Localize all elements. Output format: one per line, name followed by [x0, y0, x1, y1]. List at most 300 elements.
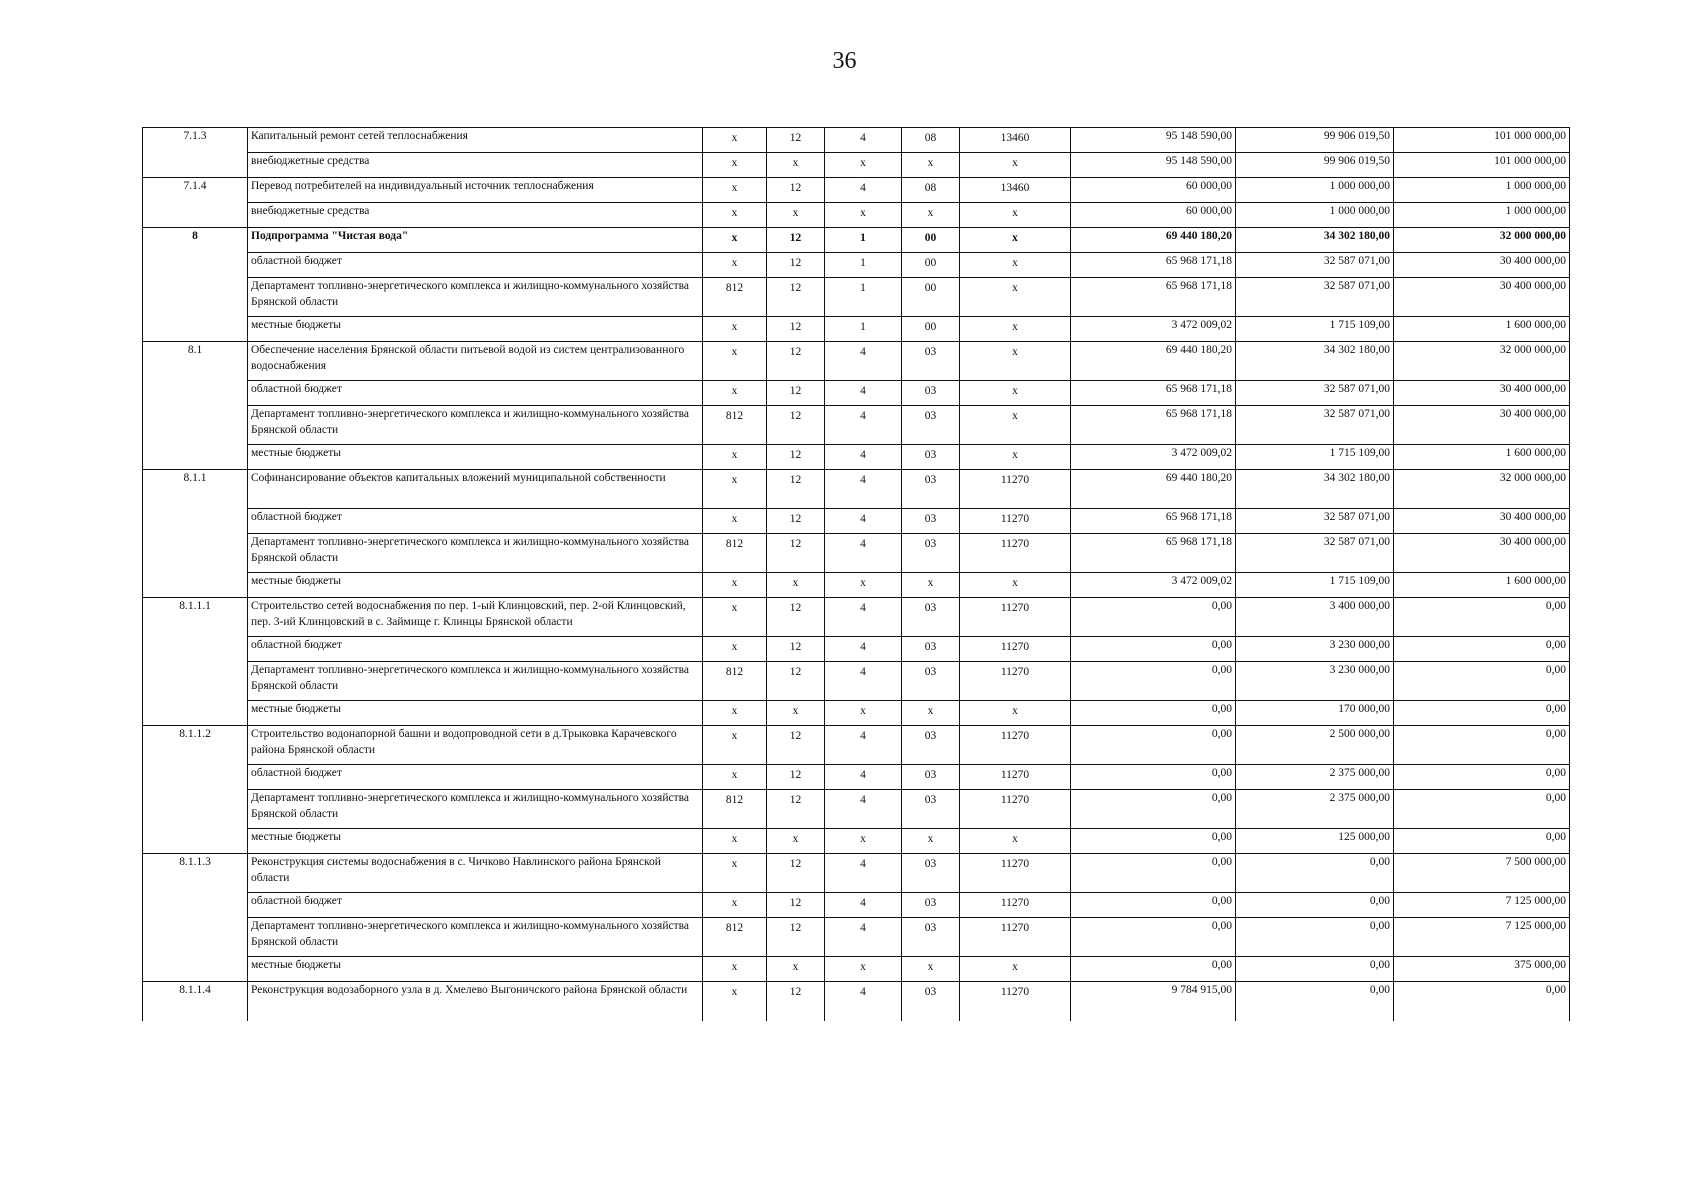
code-cell-2: 12 [767, 893, 825, 918]
code-cell-5: х [960, 573, 1071, 598]
code-cell-2: 12 [767, 598, 825, 637]
code-cell-4: 08 [902, 178, 960, 203]
amount-2021: 0,00 [1394, 637, 1570, 662]
item-name: областной бюджет [248, 765, 703, 790]
code-cell-4: х [902, 829, 960, 854]
amount-2021: 7 125 000,00 [1394, 918, 1570, 957]
item-name: областной бюджет [248, 637, 703, 662]
table-row [143, 203, 1570, 228]
item-name: местные бюджеты [248, 957, 703, 982]
item-name: местные бюджеты [248, 701, 703, 726]
code-cell-4: 03 [902, 662, 960, 701]
code-cell-4: х [902, 153, 960, 178]
item-name: Капитальный ремонт сетей теплоснабжения [248, 128, 703, 153]
amount-2019: 0,00 [1071, 726, 1236, 765]
code-cell-2: 12 [767, 470, 825, 509]
code-cell-4: 03 [902, 598, 960, 637]
item-name: областной бюджет [248, 253, 703, 278]
code-cell-4: 03 [902, 982, 960, 1021]
code-cell-2: 12 [767, 509, 825, 534]
item-name: Реконструкция системы водоснабжения в с. Чичково Навлинского района Брянской области [248, 854, 703, 893]
code-cell-5: х [960, 278, 1071, 317]
code-cell-4: 03 [902, 918, 960, 957]
code-cell-3: 4 [825, 470, 902, 509]
amount-2021: 0,00 [1394, 982, 1570, 1021]
amount-2021: 30 400 000,00 [1394, 509, 1570, 534]
code-cell-2: 12 [767, 317, 825, 342]
table-row [143, 278, 1570, 317]
code-cell-4: 00 [902, 253, 960, 278]
table-row [143, 726, 1570, 765]
code-cell-1: х [703, 445, 767, 470]
row-number: 8.1 [143, 342, 248, 470]
code-cell-2: 12 [767, 406, 825, 445]
code-cell-5: 11270 [960, 790, 1071, 829]
amount-2021: 101 000 000,00 [1394, 128, 1570, 153]
code-cell-2: х [767, 203, 825, 228]
item-name: Департамент топливно-энергетического комплекса и жилищно-коммунального хозяйства Брянской области [248, 918, 703, 957]
code-cell-5: 11270 [960, 662, 1071, 701]
row-number: 8 [143, 228, 248, 342]
code-cell-2: 12 [767, 637, 825, 662]
amount-2019: 65 968 171,18 [1071, 509, 1236, 534]
code-cell-3: 4 [825, 598, 902, 637]
amount-2019: 69 440 180,20 [1071, 228, 1236, 253]
amount-2019: 3 472 009,02 [1071, 573, 1236, 598]
amount-2020: 3 230 000,00 [1236, 637, 1394, 662]
amount-2020: 32 587 071,00 [1236, 253, 1394, 278]
item-name: областной бюджет [248, 893, 703, 918]
code-cell-1: х [703, 317, 767, 342]
amount-2021: 30 400 000,00 [1394, 253, 1570, 278]
code-cell-4: 03 [902, 342, 960, 381]
code-cell-5: 11270 [960, 534, 1071, 573]
amount-2019: 69 440 180,20 [1071, 342, 1236, 381]
table-row [143, 829, 1570, 854]
item-name: областной бюджет [248, 381, 703, 406]
amount-2020: 34 302 180,00 [1236, 470, 1394, 509]
code-cell-3: 4 [825, 406, 902, 445]
code-cell-1: 812 [703, 534, 767, 573]
amount-2020: 32 587 071,00 [1236, 406, 1394, 445]
page-number: 36 [832, 48, 857, 74]
code-cell-5: х [960, 957, 1071, 982]
amount-2021: 7 500 000,00 [1394, 854, 1570, 893]
code-cell-3: 4 [825, 637, 902, 662]
amount-2021: 30 400 000,00 [1394, 381, 1570, 406]
amount-2021: 0,00 [1394, 598, 1570, 637]
amount-2020: 34 302 180,00 [1236, 228, 1394, 253]
code-cell-5: 11270 [960, 470, 1071, 509]
code-cell-1: х [703, 982, 767, 1021]
code-cell-5: 13460 [960, 128, 1071, 153]
amount-2021: 0,00 [1394, 662, 1570, 701]
table-row [143, 153, 1570, 178]
table-row [143, 598, 1570, 637]
amount-2021: 30 400 000,00 [1394, 406, 1570, 445]
item-name: Департамент топливно-энергетического комплекса и жилищно-коммунального хозяйства Брянской области [248, 406, 703, 445]
amount-2019: 95 148 590,00 [1071, 128, 1236, 153]
code-cell-5: 11270 [960, 637, 1071, 662]
table-row [143, 573, 1570, 598]
amount-2020: 32 587 071,00 [1236, 534, 1394, 573]
code-cell-1: х [703, 203, 767, 228]
amount-2021: 1 600 000,00 [1394, 317, 1570, 342]
code-cell-4: 03 [902, 534, 960, 573]
amount-2019: 3 472 009,02 [1071, 445, 1236, 470]
table-row [143, 470, 1570, 509]
code-cell-5: х [960, 406, 1071, 445]
code-cell-2: 12 [767, 790, 825, 829]
code-cell-1: 812 [703, 790, 767, 829]
amount-2020: 1 715 109,00 [1236, 573, 1394, 598]
code-cell-1: х [703, 470, 767, 509]
code-cell-4: 00 [902, 228, 960, 253]
amount-2021: 32 000 000,00 [1394, 342, 1570, 381]
amount-2021: 0,00 [1394, 790, 1570, 829]
code-cell-3: 4 [825, 790, 902, 829]
amount-2019: 0,00 [1071, 701, 1236, 726]
table-row [143, 253, 1570, 278]
code-cell-1: х [703, 765, 767, 790]
amount-2021: 1 600 000,00 [1394, 445, 1570, 470]
code-cell-5: х [960, 317, 1071, 342]
amount-2021: 1 000 000,00 [1394, 203, 1570, 228]
amount-2020: 34 302 180,00 [1236, 342, 1394, 381]
code-cell-3: 4 [825, 381, 902, 406]
amount-2019: 0,00 [1071, 790, 1236, 829]
item-name: Департамент топливно-энергетического комплекса и жилищно-коммунального хозяйства Брянской области [248, 662, 703, 701]
amount-2019: 69 440 180,20 [1071, 470, 1236, 509]
amount-2020: 32 587 071,00 [1236, 278, 1394, 317]
code-cell-2: 12 [767, 765, 825, 790]
code-cell-5: х [960, 381, 1071, 406]
code-cell-2: 12 [767, 278, 825, 317]
amount-2020: 0,00 [1236, 982, 1394, 1021]
amount-2020: 0,00 [1236, 893, 1394, 918]
code-cell-2: 12 [767, 128, 825, 153]
row-number: 7.1.4 [143, 178, 248, 228]
code-cell-3: х [825, 829, 902, 854]
code-cell-3: 4 [825, 765, 902, 790]
code-cell-3: 4 [825, 893, 902, 918]
amount-2020: 0,00 [1236, 957, 1394, 982]
code-cell-5: 11270 [960, 726, 1071, 765]
code-cell-1: х [703, 726, 767, 765]
code-cell-2: 12 [767, 178, 825, 203]
amount-2020: 170 000,00 [1236, 701, 1394, 726]
code-cell-2: х [767, 573, 825, 598]
table-row [143, 765, 1570, 790]
code-cell-1: х [703, 829, 767, 854]
amount-2019: 65 968 171,18 [1071, 278, 1236, 317]
code-cell-2: 12 [767, 445, 825, 470]
table-row [143, 790, 1570, 829]
amount-2019: 65 968 171,18 [1071, 253, 1236, 278]
item-name: Перевод потребителей на индивидуальный источник теплоснабжения [248, 178, 703, 203]
code-cell-1: х [703, 509, 767, 534]
amount-2019: 0,00 [1071, 957, 1236, 982]
code-cell-1: х [703, 153, 767, 178]
table-row [143, 178, 1570, 203]
code-cell-3: х [825, 573, 902, 598]
code-cell-5: 11270 [960, 893, 1071, 918]
table-row [143, 637, 1570, 662]
code-cell-3: 1 [825, 253, 902, 278]
code-cell-2: 12 [767, 381, 825, 406]
table-row [143, 342, 1570, 381]
code-cell-4: 03 [902, 854, 960, 893]
amount-2019: 0,00 [1071, 893, 1236, 918]
row-number: 8.1.1.1 [143, 598, 248, 726]
code-cell-1: 812 [703, 278, 767, 317]
code-cell-5: 11270 [960, 598, 1071, 637]
amount-2019: 60 000,00 [1071, 178, 1236, 203]
amount-2021: 0,00 [1394, 829, 1570, 854]
code-cell-4: 03 [902, 726, 960, 765]
item-name: областной бюджет [248, 509, 703, 534]
amount-2019: 65 968 171,18 [1071, 534, 1236, 573]
code-cell-3: х [825, 153, 902, 178]
code-cell-4: 03 [902, 893, 960, 918]
amount-2019: 0,00 [1071, 918, 1236, 957]
code-cell-4: 03 [902, 509, 960, 534]
amount-2021: 1 000 000,00 [1394, 178, 1570, 203]
item-name: внебюджетные средства [248, 153, 703, 178]
code-cell-3: 4 [825, 918, 902, 957]
amount-2021: 375 000,00 [1394, 957, 1570, 982]
item-name: местные бюджеты [248, 573, 703, 598]
amount-2020: 3 230 000,00 [1236, 662, 1394, 701]
table-row [143, 509, 1570, 534]
amount-2019: 0,00 [1071, 598, 1236, 637]
amount-2019: 65 968 171,18 [1071, 406, 1236, 445]
amount-2020: 1 000 000,00 [1236, 178, 1394, 203]
row-number: 7.1.3 [143, 128, 248, 178]
amount-2020: 2 500 000,00 [1236, 726, 1394, 765]
table-row [143, 662, 1570, 701]
amount-2021: 7 125 000,00 [1394, 893, 1570, 918]
code-cell-5: 11270 [960, 854, 1071, 893]
code-cell-5: 11270 [960, 509, 1071, 534]
amount-2019: 3 472 009,02 [1071, 317, 1236, 342]
code-cell-1: х [703, 957, 767, 982]
code-cell-1: х [703, 701, 767, 726]
code-cell-1: х [703, 573, 767, 598]
code-cell-4: 03 [902, 381, 960, 406]
table-row [143, 317, 1570, 342]
code-cell-1: х [703, 637, 767, 662]
code-cell-4: 03 [902, 637, 960, 662]
amount-2020: 32 587 071,00 [1236, 509, 1394, 534]
amount-2020: 0,00 [1236, 918, 1394, 957]
item-name: Департамент топливно-энергетического комплекса и жилищно-коммунального хозяйства Брянской области [248, 790, 703, 829]
table-body [143, 128, 1570, 1021]
amount-2020: 2 375 000,00 [1236, 765, 1394, 790]
code-cell-2: 12 [767, 662, 825, 701]
code-cell-2: 12 [767, 253, 825, 278]
amount-2020: 99 906 019,50 [1236, 128, 1394, 153]
table-row [143, 957, 1570, 982]
code-cell-3: 4 [825, 534, 902, 573]
item-name: Реконструкция водозаборного узла в д. Хмелево Выгоничского района Брянской области [248, 982, 703, 1021]
code-cell-1: х [703, 342, 767, 381]
code-cell-2: х [767, 153, 825, 178]
amount-2020: 3 400 000,00 [1236, 598, 1394, 637]
item-name: внебюджетные средства [248, 203, 703, 228]
table-row [143, 701, 1570, 726]
code-cell-5: х [960, 153, 1071, 178]
amount-2020: 1 715 109,00 [1236, 317, 1394, 342]
code-cell-4: х [902, 203, 960, 228]
code-cell-1: 812 [703, 406, 767, 445]
item-name: Департамент топливно-энергетического комплекса и жилищно-коммунального хозяйства Брянской области [248, 278, 703, 317]
row-number: 8.1.1.4 [143, 982, 248, 1021]
amount-2019: 65 968 171,18 [1071, 381, 1236, 406]
row-number: 8.1.1.3 [143, 854, 248, 982]
item-name: Обеспечение населения Брянской области питьевой водой из систем централизованного водоснабжения [248, 342, 703, 381]
amount-2021: 32 000 000,00 [1394, 228, 1570, 253]
code-cell-4: 08 [902, 128, 960, 153]
budget-table [142, 127, 1570, 1021]
amount-2020: 32 587 071,00 [1236, 381, 1394, 406]
code-cell-2: 12 [767, 854, 825, 893]
code-cell-5: х [960, 829, 1071, 854]
code-cell-4: 03 [902, 406, 960, 445]
code-cell-3: х [825, 203, 902, 228]
code-cell-3: 1 [825, 278, 902, 317]
code-cell-1: 812 [703, 918, 767, 957]
item-name: Строительство сетей водоснабжения по пер. 1-ый Клинцовский, пер. 2-ой Клинцовский, пер. 3-ий Клинцовский в с. Займище г. Клинцы Брянской области [248, 598, 703, 637]
amount-2021: 30 400 000,00 [1394, 534, 1570, 573]
code-cell-4: 00 [902, 278, 960, 317]
item-name: местные бюджеты [248, 445, 703, 470]
code-cell-1: 812 [703, 662, 767, 701]
code-cell-2: 12 [767, 228, 825, 253]
code-cell-5: х [960, 342, 1071, 381]
amount-2019: 60 000,00 [1071, 203, 1236, 228]
code-cell-1: х [703, 598, 767, 637]
code-cell-3: 4 [825, 982, 902, 1021]
item-name: местные бюджеты [248, 317, 703, 342]
code-cell-1: х [703, 253, 767, 278]
code-cell-5: х [960, 203, 1071, 228]
item-name: Подпрограмма "Чистая вода" [248, 228, 703, 253]
table-row [143, 381, 1570, 406]
code-cell-1: х [703, 178, 767, 203]
amount-2020: 1 715 109,00 [1236, 445, 1394, 470]
code-cell-3: 4 [825, 178, 902, 203]
code-cell-2: 12 [767, 342, 825, 381]
item-name: Софинансирование объектов капитальных вложений муниципальной собственности [248, 470, 703, 509]
code-cell-5: х [960, 445, 1071, 470]
code-cell-3: 1 [825, 228, 902, 253]
code-cell-3: 4 [825, 509, 902, 534]
table-row [143, 128, 1570, 153]
amount-2019: 9 784 915,00 [1071, 982, 1236, 1021]
table-row [143, 982, 1570, 1021]
code-cell-2: х [767, 957, 825, 982]
code-cell-1: х [703, 228, 767, 253]
code-cell-2: 12 [767, 982, 825, 1021]
code-cell-3: 4 [825, 662, 902, 701]
code-cell-4: 03 [902, 445, 960, 470]
table-row [143, 854, 1570, 893]
code-cell-3: 4 [825, 128, 902, 153]
amount-2020: 2 375 000,00 [1236, 790, 1394, 829]
amount-2020: 99 906 019,50 [1236, 153, 1394, 178]
item-name: Департамент топливно-энергетического комплекса и жилищно-коммунального хозяйства Брянской области [248, 534, 703, 573]
amount-2019: 0,00 [1071, 662, 1236, 701]
item-name: местные бюджеты [248, 829, 703, 854]
code-cell-4: 03 [902, 470, 960, 509]
code-cell-5: 11270 [960, 918, 1071, 957]
code-cell-5: х [960, 228, 1071, 253]
amount-2021: 0,00 [1394, 726, 1570, 765]
amount-2021: 101 000 000,00 [1394, 153, 1570, 178]
amount-2019: 0,00 [1071, 854, 1236, 893]
code-cell-5: 13460 [960, 178, 1071, 203]
table-row [143, 893, 1570, 918]
amount-2021: 32 000 000,00 [1394, 470, 1570, 509]
amount-2020: 1 000 000,00 [1236, 203, 1394, 228]
amount-2020: 0,00 [1236, 854, 1394, 893]
code-cell-2: 12 [767, 726, 825, 765]
code-cell-4: 00 [902, 317, 960, 342]
amount-2019: 95 148 590,00 [1071, 153, 1236, 178]
code-cell-4: х [902, 701, 960, 726]
amount-2021: 0,00 [1394, 765, 1570, 790]
code-cell-1: х [703, 893, 767, 918]
code-cell-4: х [902, 573, 960, 598]
item-name: Строительство водонапорной башни и водопроводной сети в д.Трыковка Карачевского района Брянской области [248, 726, 703, 765]
code-cell-5: 11270 [960, 765, 1071, 790]
amount-2021: 0,00 [1394, 701, 1570, 726]
code-cell-2: 12 [767, 918, 825, 957]
code-cell-4: 03 [902, 765, 960, 790]
code-cell-5: х [960, 701, 1071, 726]
code-cell-3: 4 [825, 854, 902, 893]
code-cell-5: 11270 [960, 982, 1071, 1021]
code-cell-1: х [703, 854, 767, 893]
code-cell-5: х [960, 253, 1071, 278]
code-cell-2: 12 [767, 534, 825, 573]
table-row [143, 445, 1570, 470]
table-row [143, 918, 1570, 957]
amount-2021: 1 600 000,00 [1394, 573, 1570, 598]
amount-2019: 0,00 [1071, 829, 1236, 854]
code-cell-3: 4 [825, 445, 902, 470]
code-cell-3: х [825, 701, 902, 726]
code-cell-4: 03 [902, 790, 960, 829]
code-cell-2: х [767, 701, 825, 726]
code-cell-1: х [703, 128, 767, 153]
amount-2020: 125 000,00 [1236, 829, 1394, 854]
amount-2019: 0,00 [1071, 765, 1236, 790]
code-cell-3: 4 [825, 342, 902, 381]
code-cell-1: х [703, 381, 767, 406]
code-cell-4: х [902, 957, 960, 982]
table-row [143, 534, 1570, 573]
code-cell-3: 1 [825, 317, 902, 342]
table-row [143, 406, 1570, 445]
row-number: 8.1.1.2 [143, 726, 248, 854]
row-number: 8.1.1 [143, 470, 248, 598]
amount-2019: 0,00 [1071, 637, 1236, 662]
table-row [143, 228, 1570, 253]
code-cell-2: х [767, 829, 825, 854]
code-cell-3: 4 [825, 726, 902, 765]
